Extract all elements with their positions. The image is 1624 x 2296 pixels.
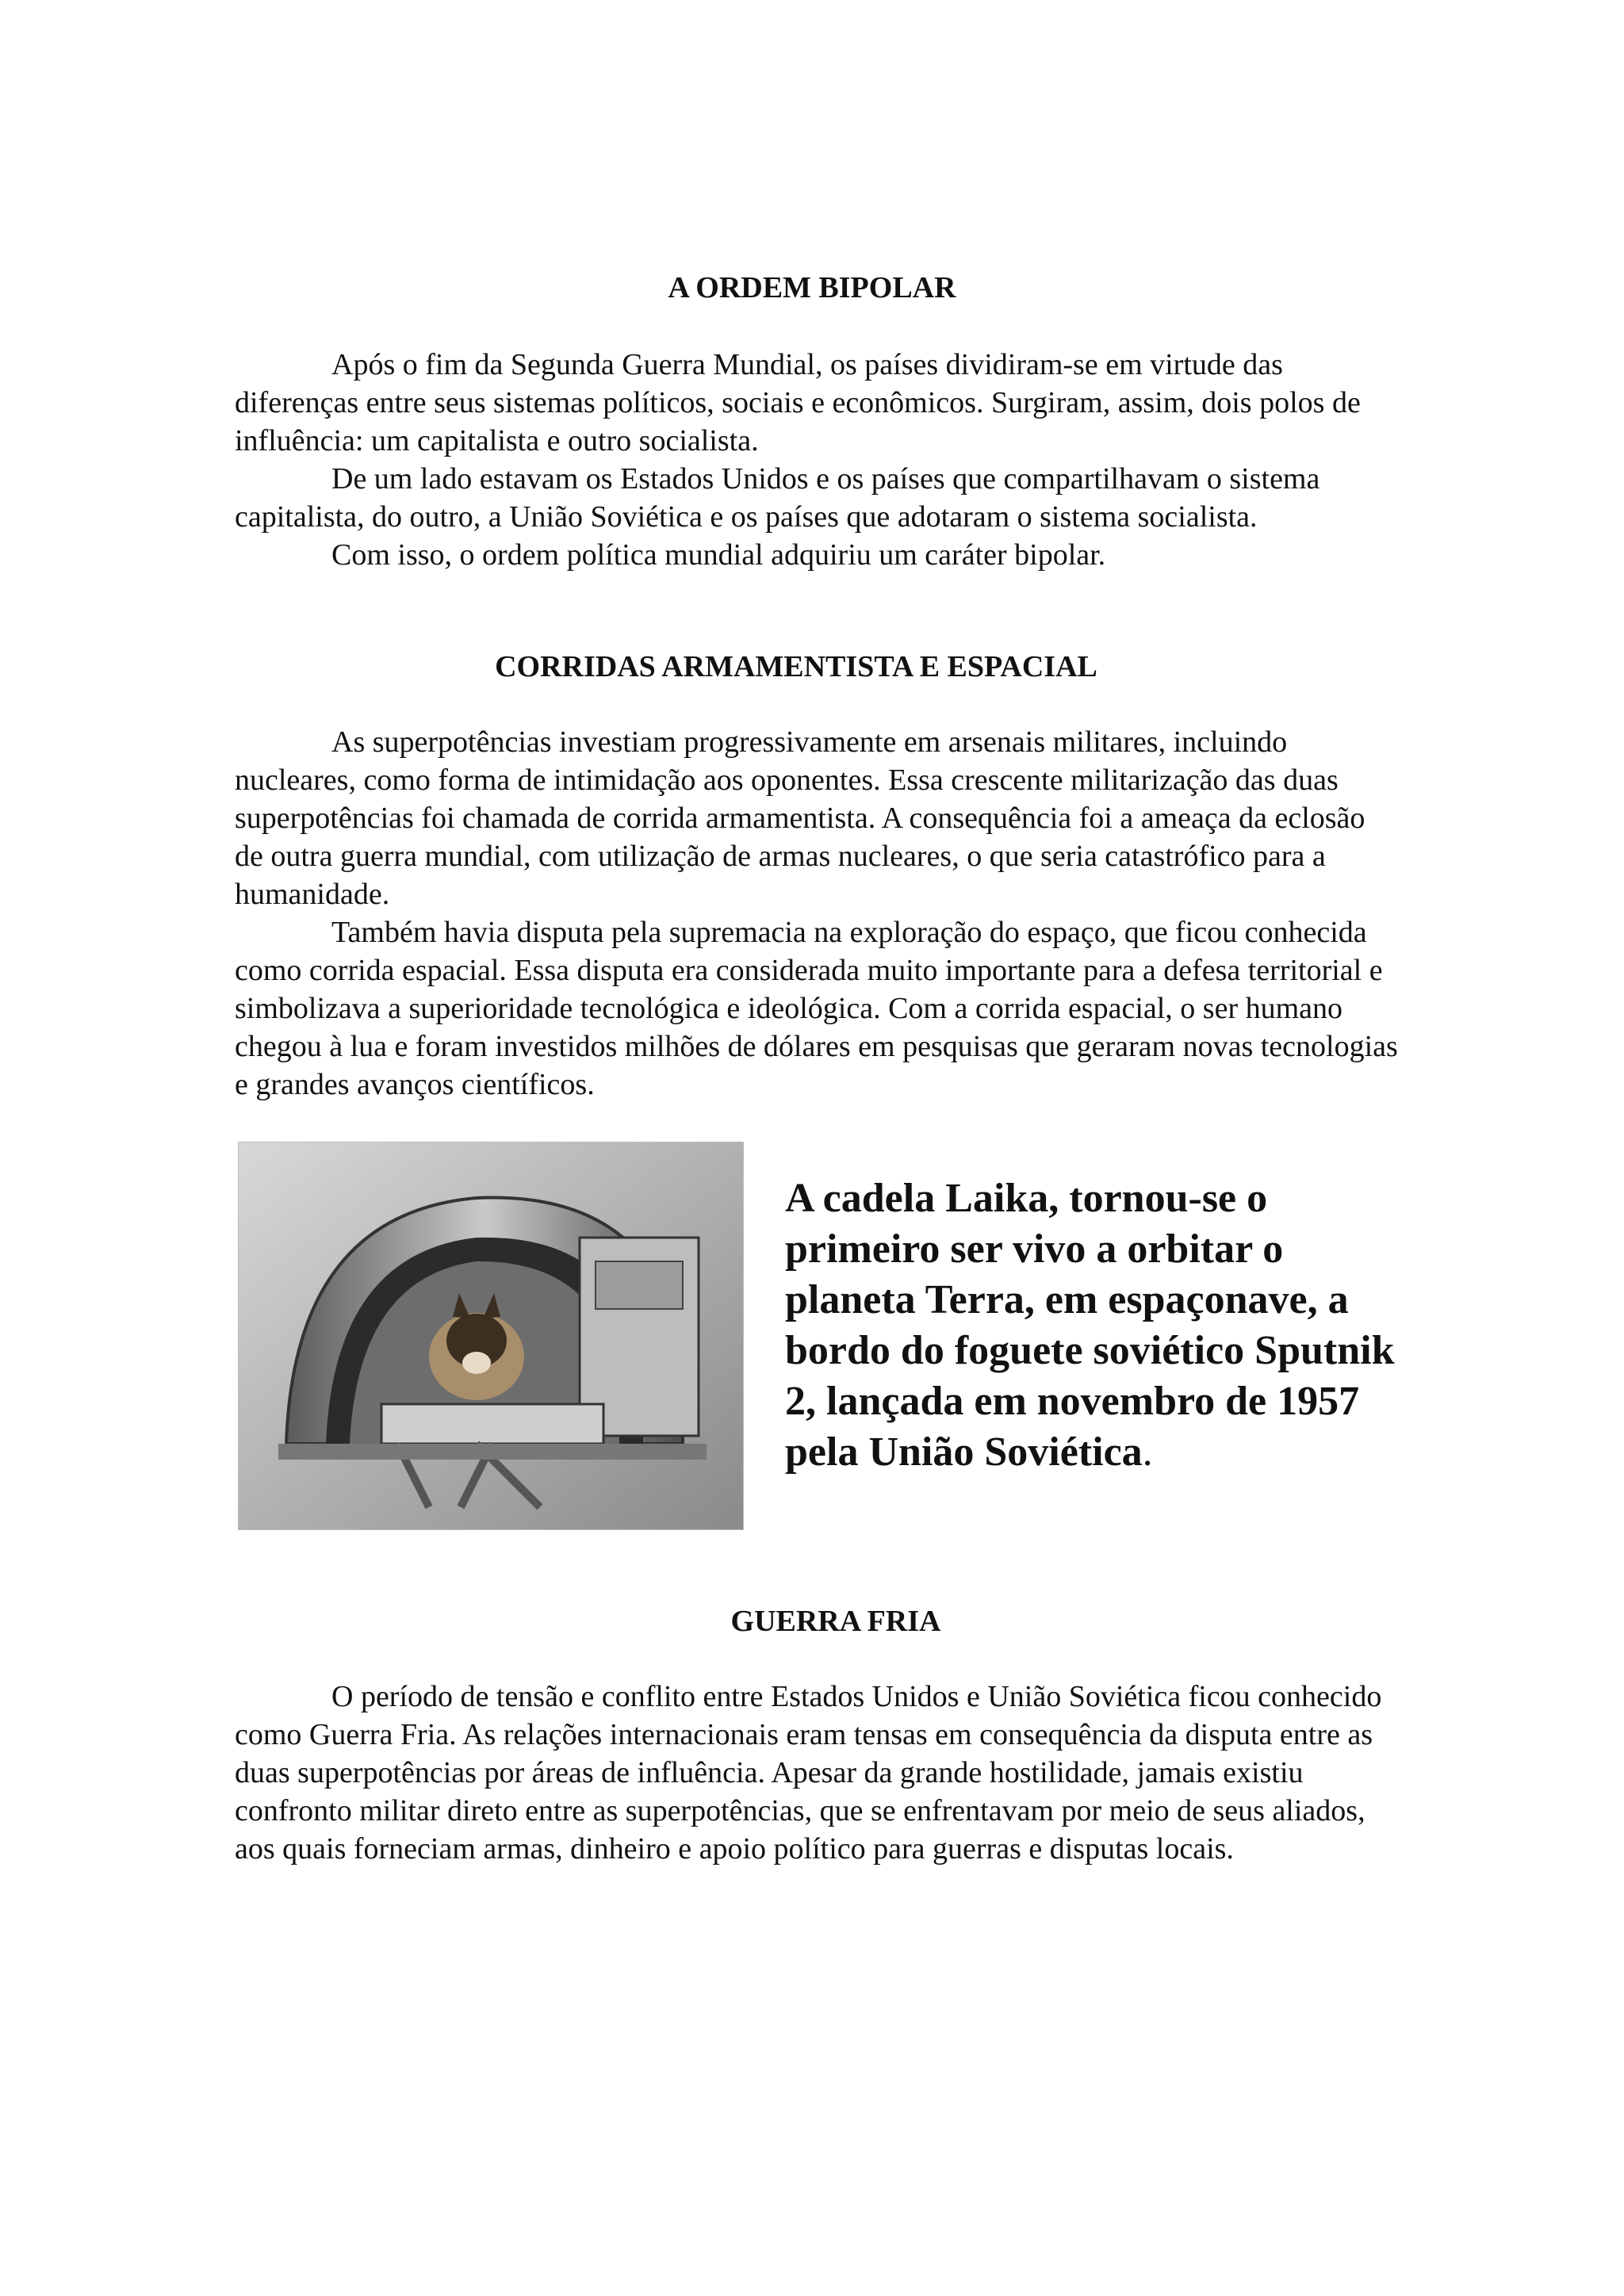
section-ordem-bipolar bbox=[235, 346, 1400, 574]
section-guerra-fria bbox=[235, 1678, 1400, 1868]
paragraph: O período de tensão e conflito entre Estados Unidos e União Soviética ficou conhecido como Guerra Fria. As relações internacionais eram tensas em consequência da disputa entre as duas superpotências por áreas de influência. Apesar da grande hostilidade, jamais existiu confronto militar direto entre as superpotências, que se enfrentavam por meio de seus aliados, aos quais forneciam armas, dinheiro e apoio político para guerras e disputas locais. bbox=[235, 1680, 1382, 1866]
heading-ordem-bipolar: A ORDEM BIPOLAR bbox=[668, 271, 956, 304]
laika-photo bbox=[238, 1142, 744, 1530]
heading-guerra-fria: GUERRA FRIA bbox=[730, 1605, 941, 1638]
heading-corridas: CORRIDAS ARMAMENTISTA E ESPACIAL bbox=[495, 650, 1097, 683]
laika-caption-period: . bbox=[1142, 1429, 1153, 1475]
paragraph: Com isso, o ordem política mundial adquiriu um caráter bipolar. bbox=[331, 538, 1106, 572]
paragraph: As superpotências investiam progressivamente em arsenais militares, incluindo nucleares, como forma de intimidação aos oponentes. Essa crescente militarização das duas superpotências foi chamada de corrida armamentista. A consequência foi a ameaça da eclosão de outra guerra mundial, com utilização de armas nucleares, o que seria catastrófico para a humanidade. bbox=[235, 725, 1365, 911]
paragraph: Também havia disputa pela supremacia na exploração do espaço, que ficou conhecida como corrida espacial. Essa disputa era considerada muito importante para a defesa territorial e simbolizava a superioridade tecnológica e ideológica. Com a corrida espacial, o ser humano chegou à lua e foram investidos milhões de dólares em pesquisas que geraram novas tecnologias e grandes avanços científicos. bbox=[235, 916, 1398, 1101]
paragraph: De um lado estavam os Estados Unidos e os países que compartilhavam o sistema capitalista, do outro, a União Soviética e os países que adotaram o sistema socialista. bbox=[235, 462, 1320, 534]
paragraph: Após o fim da Segunda Guerra Mundial, os países dividiram-se em virtude das diferenças entre seus sistemas políticos, sociais e econômicos. Surgiram, assim, dois polos de influência: um capitalista e outro socialista. bbox=[235, 348, 1361, 457]
laika-capsule-illustration bbox=[239, 1142, 743, 1529]
laika-caption bbox=[785, 1173, 1419, 1478]
laika-caption-text: A cadela Laika, tornou-se o primeiro ser vivo a orbitar o planeta Terra, em espaçonave, a bordo do foguete soviético Sputnik 2, lançada em novembro de 1957 pela União Soviética bbox=[785, 1176, 1395, 1475]
section-corridas bbox=[235, 723, 1400, 1104]
